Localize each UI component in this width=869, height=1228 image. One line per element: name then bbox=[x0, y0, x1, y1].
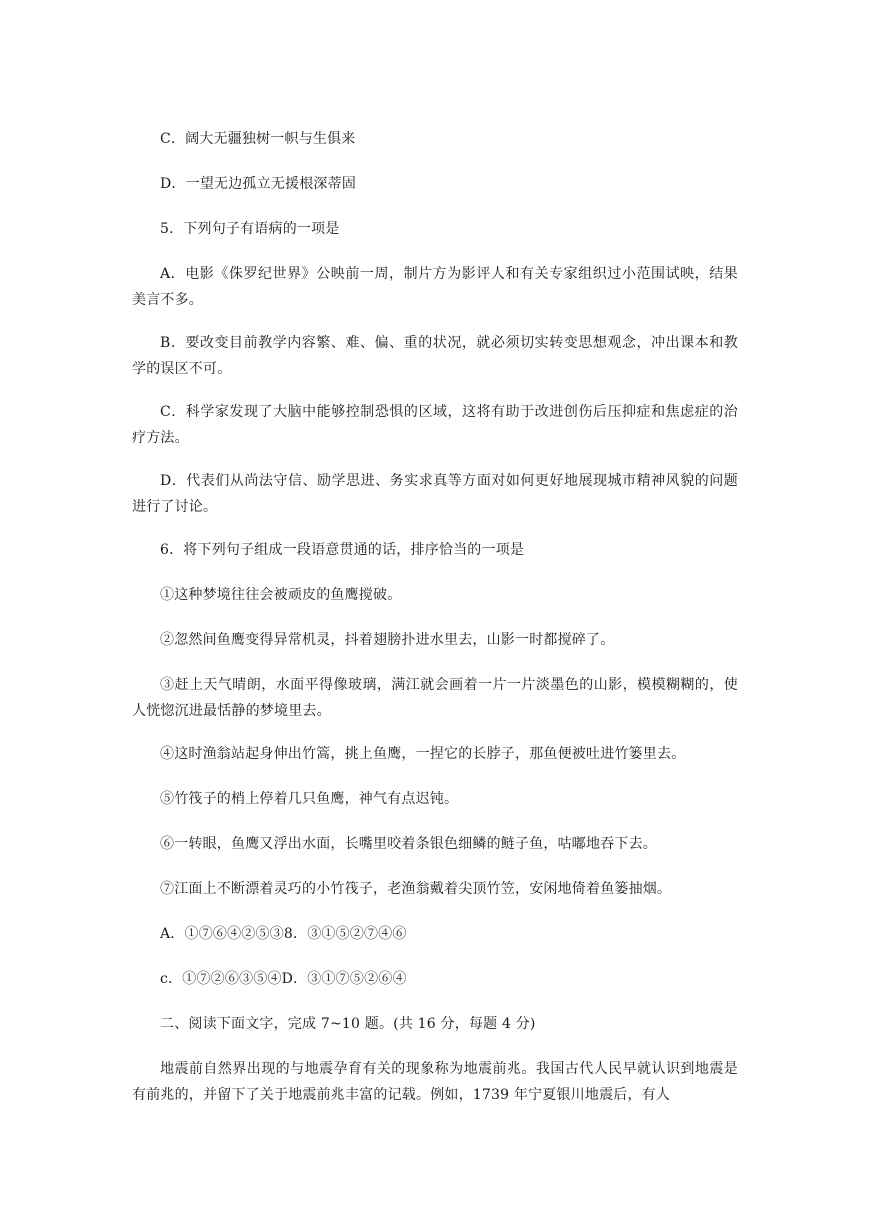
reading-passage-paragraph: 地震前自然界出现的与地震孕育有关的现象称为地震前兆。我国古代人民早就认识到地震是有前兆的，并留下了关于地震前兆丰富的记载。例如，1739 年宁夏银川地震后，有人 bbox=[132, 1061, 738, 1103]
sentence-1: ①这种梦境往往会被顽皮的鱼鹰搅破。 bbox=[160, 587, 402, 603]
section-two-heading: 二、阅读下面文字，完成 7~10 题。(共 16 分，每题 4 分) bbox=[160, 1016, 536, 1032]
question-5-option-b: B．要改变目前教学内容繁、难、偏、重的状况，就必须切实转变思想观念，冲出课本和教学的误区不可。 bbox=[132, 335, 738, 377]
option-c-line: C．阔大无疆独树一帜与生俱来 bbox=[160, 131, 356, 147]
question-5-option-a: A．电影《侏罗纪世界》公映前一周，制片方为影评人和有关专家组织过小范围试映，结果美言不多。 bbox=[132, 266, 738, 308]
question-6-heading: 6．将下列句子组成一段语意贯通的话，排序恰当的一项是 bbox=[160, 542, 525, 558]
option-d-line: D．一望无边孤立无援根深蒂固 bbox=[160, 176, 357, 192]
sentence-6: ⑥一转眼，鱼鹰又浮出水面，长嘴里咬着条银色细鳞的鲢子鱼，咕嘟地吞下去。 bbox=[160, 836, 657, 852]
question-5-option-c: C．科学家发现了大脑中能够控制恐惧的区域，这将有助于改进创伤后压抑症和焦虑症的治疗方法。 bbox=[132, 404, 738, 446]
sentence-4: ④这时渔翁站起身伸出竹篙，挑上鱼鹰，一捏它的长脖子，那鱼便被吐进竹篓里去。 bbox=[160, 746, 686, 762]
sentence-3: ③赶上天气晴朗，水面平得像玻璃，满江就会画着一片一片淡墨色的山影，模模糊糊的，使人恍惚沉进最恬静的梦境里去。 bbox=[132, 677, 738, 719]
sentence-7: ⑦江面上不断漂着灵巧的小竹筏子，老渔翁戴着尖顶竹笠，安闲地倚着鱼篓抽烟。 bbox=[160, 881, 672, 897]
question-6-options-ab: A．①⑦⑥④②⑤③8．③①⑤②⑦④⑥ bbox=[160, 926, 407, 942]
question-5-heading: 5．下列句子有语病的一项是 bbox=[160, 221, 340, 237]
sentence-2: ②忽然间鱼鹰变得异常机灵，抖着翅膀扑进水里去，山影一时都搅碎了。 bbox=[160, 632, 615, 648]
sentence-5: ⑤竹筏子的梢上停着几只鱼鹰，神气有点迟钝。 bbox=[160, 791, 459, 807]
question-6-options-cd: c．①⑦②⑥③⑤④D．③①⑦⑤②⑥④ bbox=[160, 971, 407, 987]
question-5-option-d: D．代表们从尚法守信、励学思进、务实求真等方面对如何更好地展现城市精神风貌的问题进行了讨论。 bbox=[132, 473, 738, 515]
